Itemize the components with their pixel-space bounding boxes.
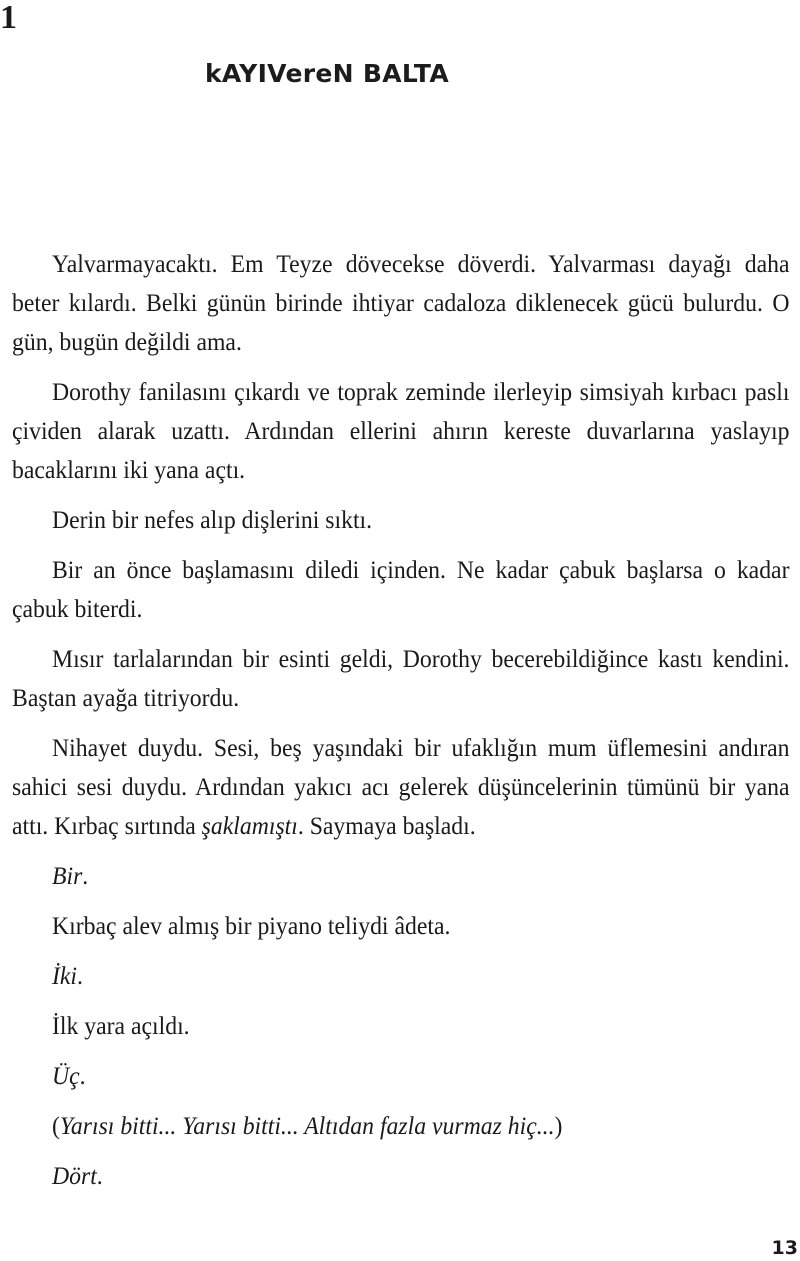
body-text [12,244,789,1206]
page-number: 13 [771,1237,798,1259]
count-four: Dört. [51,1161,103,1190]
paragraph-6-text: Nihayet duydu. Sesi, beş yaşındaki bir ufaklığın mum üflemesini andıran sahici sesi duydu. Ardından yakıcı acı gelerek düşüncelerinin tümünü bir yana attı. Kırbaç sırtında [12,733,790,840]
paragraph-4: Bir an önce başlamasını diledi içinden. Ne kadar çabuk başlarsa o kadar çabuk biterdi. [12,555,790,623]
paragraph-3: Derin bir nefes alıp dişlerini sıktı. [51,505,373,534]
thought-line: (Yarısı bitti... Yarısı bitti... Altıdan fazla vurmaz hiç...) [51,1111,563,1140]
chapter-number: 1 [0,0,17,36]
emphasis-word: şaklamıştı [201,811,298,840]
line-first-wound: İlk yara açıldı. [51,1011,190,1040]
paragraph-6-tail: . Saymaya başladı. [297,811,476,840]
chapter-title: kAYIVereN BALTA [205,59,449,88]
paragraph-1: Yalvarmayacaktı. Em Teyze dövecekse döverdi. Yalvarması dayağı daha beter kılardı. Belki günün birinde ihtiyar cadaloza diklenecek gücü bulurdu. O gün, bugün değildi ama. [12,249,790,356]
paragraph-2: Dorothy fanilasını çıkardı ve toprak zeminde ilerleyip simsiyah kırbacı paslı çividen alarak uzattı. Ardından ellerini ahırın kereste duvarlarına yaslayıp bacaklarını iki yana açtı. [12,377,790,484]
count-one: Bir. [51,861,89,890]
line-piano-wire: Kırbaç alev almış bir piyano teliydi âdeta. [51,911,451,940]
paragraph-6 [12,728,789,845]
paragraph-5: Mısır tarlalarından bir esinti geldi, Dorothy becerebildiğince kastı kendini. Baştan ayağa titriyordu. [12,644,790,712]
count-three: Üç. [51,1061,86,1090]
count-two: İki. [51,961,83,990]
